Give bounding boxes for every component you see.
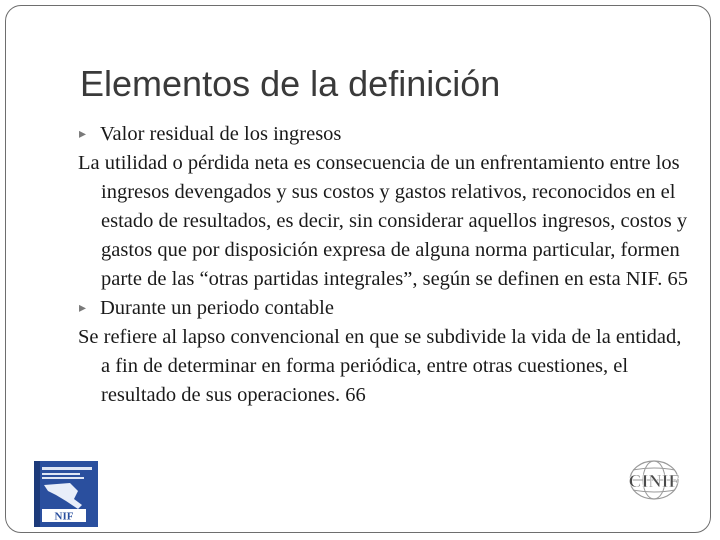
svg-text:CINIF: CINIF — [628, 471, 680, 491]
triangle-bullet-icon: ▸ — [79, 127, 87, 142]
bullet-item — [78, 120, 688, 149]
svg-text:NIF: NIF — [54, 510, 74, 523]
slide — [5, 5, 711, 533]
body-paragraph: La utilidad o pérdida neta es consecuencia de un enfrentamiento entre los ingresos devengados y sus costos y gastos relativos, reconocidos en el estado de resultados, es decir, sin considerar aquellos ingresos, costos y gastos que por disposición expresa de alguna norma particular, formen parte de las “otras partidas integrales”, según se definen en esta NIF. 65 — [78, 152, 688, 290]
slide-title: Elementos de la definición — [80, 63, 501, 104]
bullet-item — [78, 294, 688, 323]
cinif-globe-logo — [614, 456, 694, 506]
body-paragraph: Se refiere al lapso convencional en que se subdivide la vida de la entidad, a fin de determinar en forma periódica, entre otras cuestiones, el resultado de sus operaciones. 66 — [78, 326, 682, 406]
bullet-text: Durante un periodo contable — [100, 297, 334, 319]
slide-body — [78, 120, 688, 410]
nif-booklet-logo — [34, 461, 98, 527]
bullet-text: Valor residual de los ingresos — [100, 123, 342, 145]
triangle-bullet-icon: ▸ — [79, 301, 87, 316]
